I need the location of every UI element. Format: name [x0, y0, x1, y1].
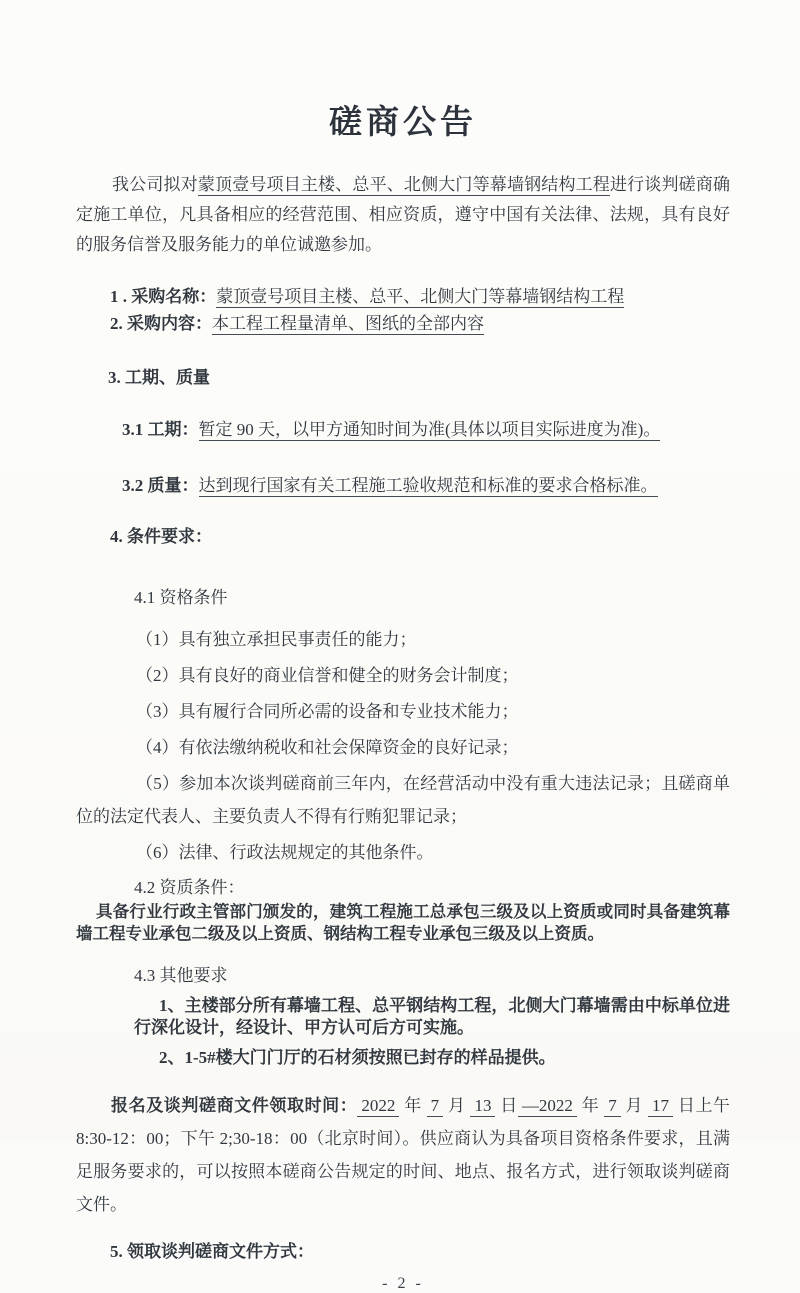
registration-year-2: —2022 — [518, 1096, 577, 1117]
registration-month-1: 7 — [427, 1096, 444, 1117]
duration-label: 3.1 工期： — [122, 420, 199, 439]
intro-paragraph — [76, 170, 730, 260]
quality-value: 达到现行国家有关工程施工验收规范和标准的要求合格标准。 — [198, 476, 658, 495]
other-requirement-1: 1、主楼部分所有幕墙工程、总平钢结构工程，北侧大门幕墙需由中标单位进行深化设计，经设计、甲方认可后方可实施。 — [134, 996, 730, 1037]
qualification-conditions-heading: 4.1 资格条件 — [134, 588, 228, 607]
qualification-item-2: （2）具有良好的商业信誉和健全的财务会计制度； — [136, 666, 519, 685]
quality-row — [76, 471, 730, 496]
registration-sep-month-2: 月 — [620, 1096, 648, 1115]
duration-row — [76, 415, 730, 440]
other-requirements-heading: 4.3 其他要求 — [134, 966, 228, 985]
registration-time-label: 报名及谈判磋商文件领取时间： — [111, 1096, 358, 1115]
qualification-item-1: （1）具有独立承担民事责任的能力； — [136, 630, 417, 649]
conditions-heading: 4. 条件要求： — [110, 527, 212, 546]
qualification-item-4: （4）有依法缴纳税收和社会保障资金的良好记录； — [136, 738, 519, 757]
qualification-list — [76, 623, 730, 869]
duration-quality-heading: 3. 工期、质量 — [108, 368, 210, 387]
quality-label: 3.2 质量： — [122, 476, 199, 495]
procurement-name-value: 蒙顶壹号项目主楼、总平、北侧大门等幕墙钢结构工程 — [216, 287, 625, 306]
page-title: 磋商公告 — [329, 105, 477, 141]
procurement-content-value: 本工程工程量清单、图纸的全部内容 — [212, 314, 484, 333]
credential-conditions-heading: 4.2 资质条件： — [134, 878, 245, 897]
procurement-content-row — [76, 310, 730, 337]
registration-tail-text: 日上午 8:30-12：00；下午 2;30-18：00（北京时间）。供应商认为具备项目资格条件要求，且满足服务要求的，可以按照本磋商公告规定的时间、地点、报名方式，进行领取谈判磋商文件。 — [76, 1096, 731, 1214]
procurement-name-row — [76, 283, 730, 310]
credential-conditions-body: 具备行业行政主管部门颁发的，建筑工程施工总承包三级及以上资质或同时具备建筑幕墙工程专业承包二级及以上资质、钢结构工程专业承包三级及以上资质。 — [76, 902, 730, 943]
procurement-content-label: 2. 采购内容： — [110, 314, 212, 333]
registration-sep-day-1: 日 — [495, 1096, 518, 1115]
duration-value: 暂定 90 天，以甲方通知时间为准(具体以项目实际进度为准)。 — [198, 420, 661, 439]
qualification-item-6: （6）法律、行政法规规定的其他条件。 — [136, 843, 434, 862]
intro-suffix: 进行谈判磋商确定施工单位，凡具备相应的经营范围、相应资质，遵守中国有关法律、法规，具有良好的服务信誉及服务能力的单位诚邀参加。 — [76, 175, 731, 254]
registration-month-2: 7 — [604, 1096, 621, 1117]
registration-day-2: 17 — [648, 1096, 673, 1117]
registration-time-paragraph — [76, 1089, 730, 1221]
qualification-item-3: （3）具有履行合同所必需的设备和专业技术能力； — [136, 702, 519, 721]
obtain-documents-heading: 5. 领取谈判磋商文件方式： — [110, 1242, 314, 1261]
page-number: - 2 - — [382, 1275, 424, 1292]
registration-sep-year-2: 年 — [576, 1096, 605, 1115]
registration-year-1: 2022 — [357, 1096, 399, 1117]
registration-sep-month-1: 月 — [443, 1096, 471, 1115]
intro-prefix: 我公司拟对 — [112, 175, 198, 194]
registration-sep-year-1: 年 — [399, 1096, 427, 1115]
registration-day-1: 13 — [470, 1096, 495, 1117]
intro-project-name-underlined: 蒙顶壹号项目主楼、总平、北侧大门等幕墙钢结构工程 — [197, 175, 610, 194]
other-requirement-2: 2、1-5#楼大门门厅的石材须按照已封存的样品提供。 — [159, 1048, 556, 1067]
qualification-item-5: （5）参加本次谈判磋商前三年内，在经营活动中没有重大违法记录；且磋商单位的法定代表人、主要负责人不得有行贿犯罪记录； — [76, 774, 730, 826]
procurement-name-label: 1 . 采购名称： — [110, 287, 217, 306]
